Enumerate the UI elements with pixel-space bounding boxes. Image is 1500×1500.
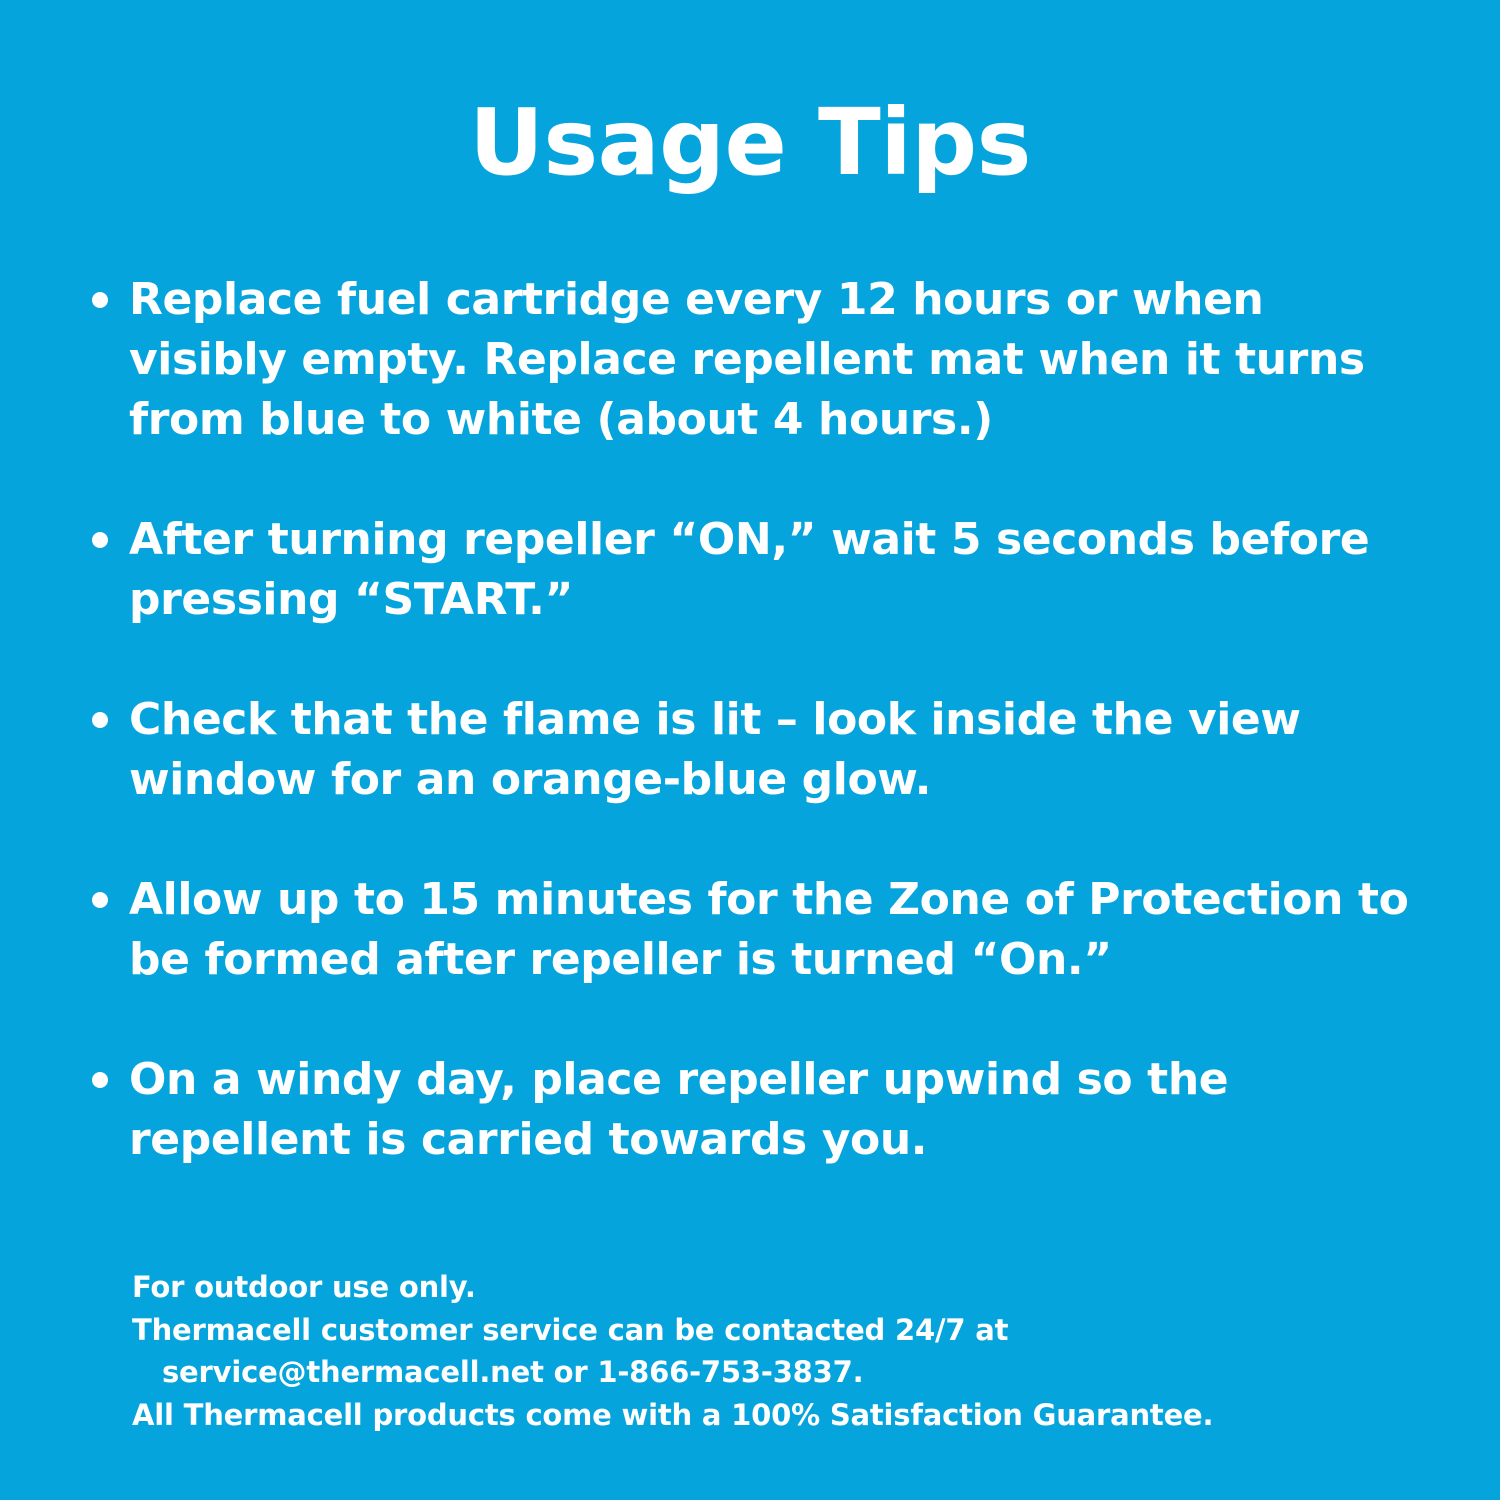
tip-item-1 [92,270,1422,450]
tip-text: After turning repeller “ON,” wait 5 seconds before pressing “START.” [129,514,1370,625]
footer-notice [132,1266,1382,1436]
tip-item-3 [92,690,1422,810]
contact-info: service@thermacell.net or 1-866-753-3837. [162,1355,864,1389]
tip-text: On a windy day, place repeller upwind so the repellent is carried towards you. [129,1054,1229,1165]
tip-text: Allow up to 15 minutes for the Zone of Protection to be formed after repeller is turned “On.” [129,874,1409,985]
tip-item-4 [92,870,1422,990]
tip-text: Check that the flame is lit – look inside the view window for an orange-blue glow. [129,694,1301,805]
tip-item-2 [92,510,1422,630]
tip-text: Replace fuel cartridge every 12 hours or when visibly empty. Replace repellent mat when it turns from blue to white (about 4 hours.) [129,274,1365,445]
page-title: Usage Tips [469,89,1031,196]
bullet-icon [92,712,108,728]
guarantee-note: All Thermacell products come with a 100% Satisfaction Guarantee. [132,1397,1214,1432]
customer-service-note: Thermacell customer service can be contacted 24/7 at [132,1312,1009,1347]
bullet-icon [92,532,108,548]
bullet-icon [92,892,108,908]
outdoor-use-note: For outdoor use only. [132,1270,476,1304]
bullet-icon [92,1072,108,1088]
tips-list [92,270,1422,1230]
tip-item-5 [92,1050,1422,1170]
bullet-icon [92,292,108,308]
